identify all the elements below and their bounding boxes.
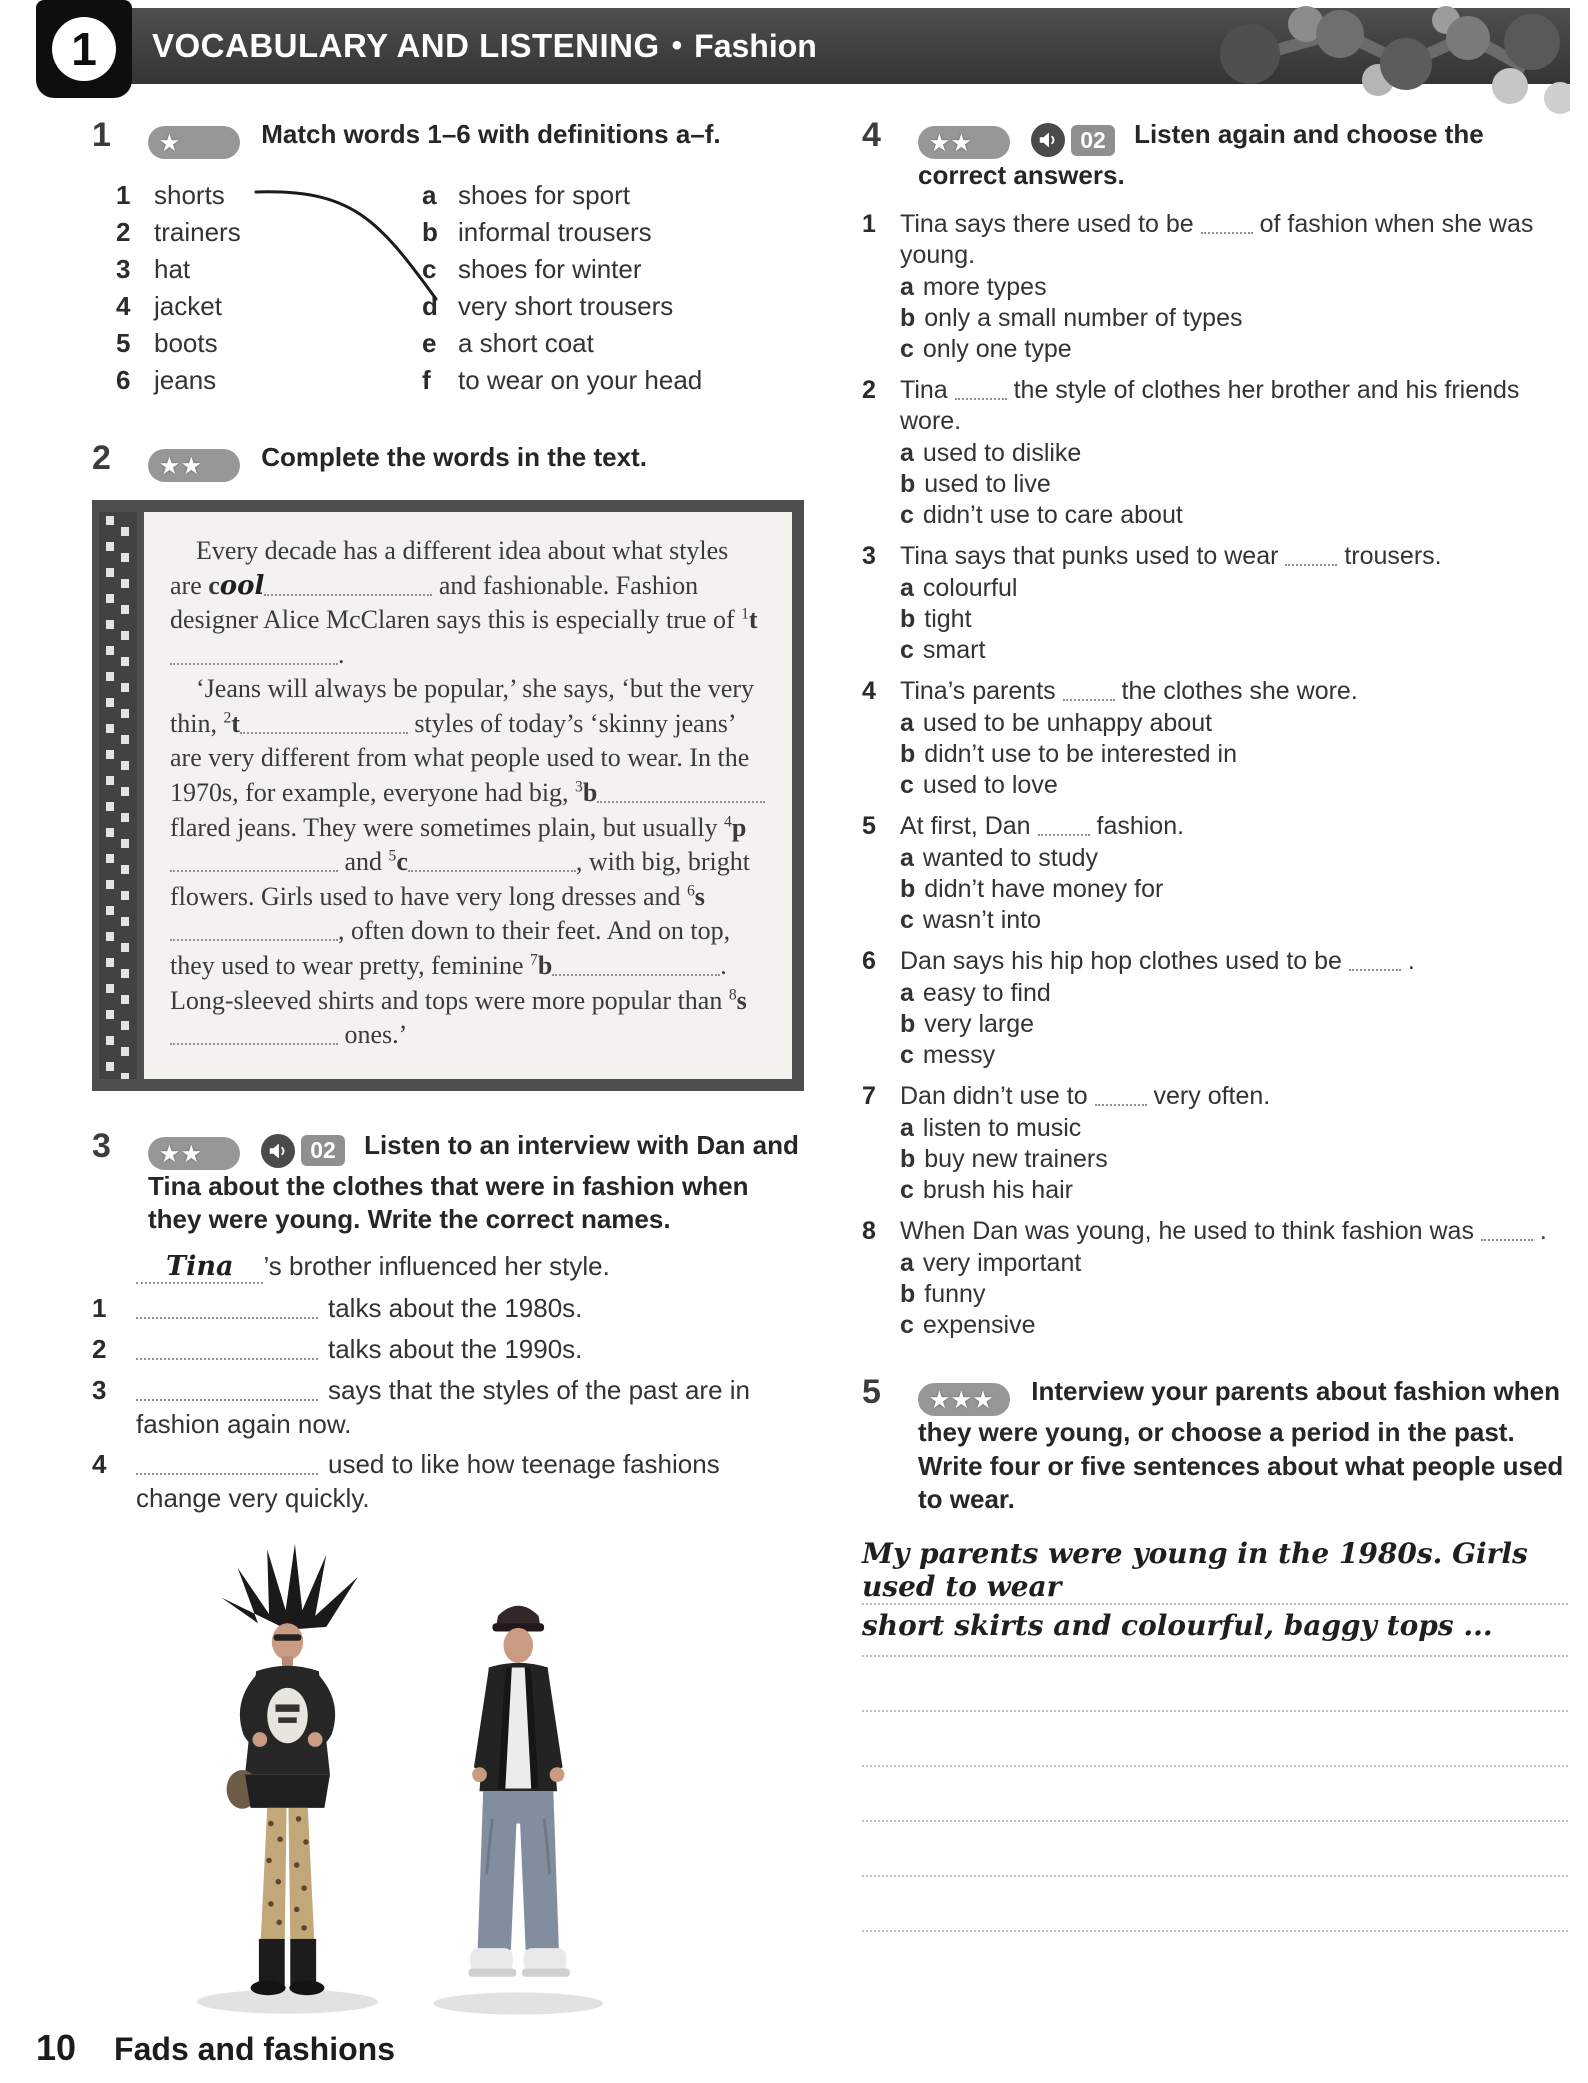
word-text: jacket <box>154 291 222 321</box>
exercise-number: 4 <box>862 116 881 154</box>
question <box>862 209 1568 365</box>
exercise-title: Listen again and choose the correct answers. <box>918 119 1484 190</box>
question-number: 2 <box>862 375 876 404</box>
option-letter: c <box>900 905 914 934</box>
example-text: ’s brother influenced her style. <box>263 1251 610 1282</box>
option-letter: b <box>900 1009 916 1038</box>
definition-letter: c <box>422 254 437 284</box>
gap-starting-letter: s <box>694 881 705 911</box>
match-definition-item <box>422 251 752 288</box>
answer-option[interactable]: a used to be unhappy about <box>900 708 1213 737</box>
gap-starting-letter: c <box>396 847 408 877</box>
question <box>862 375 1568 531</box>
option-letter: a <box>900 573 914 602</box>
item-number: 2 <box>92 1334 107 1365</box>
definition-text: shoes for winter <box>458 254 642 284</box>
match-definition-item <box>422 177 752 214</box>
ex3-items <box>92 1292 804 1516</box>
answer-option[interactable]: a colourful <box>900 573 1018 602</box>
question-text: Tina the style of clothes her brother and his friends wore. <box>900 375 1520 435</box>
name-blank[interactable] <box>136 1379 318 1401</box>
option-letter: a <box>900 1248 914 1277</box>
gap-number: 6 <box>687 882 695 900</box>
exercise-3-header <box>92 1126 804 1238</box>
ex2-notebook-box <box>92 500 804 1091</box>
match-definition-item <box>422 288 752 325</box>
star-icon: ★★ <box>930 132 974 155</box>
option-letter: a <box>900 438 914 467</box>
difficulty-badge <box>918 126 1010 159</box>
definition-letter: a <box>422 180 437 210</box>
answer-gap[interactable] <box>240 712 408 734</box>
answer-option[interactable]: a easy to find <box>900 978 1051 1007</box>
page-header <box>118 8 1570 84</box>
question <box>862 1216 1568 1341</box>
decorative-molecule-dots <box>1210 2 1570 132</box>
gap-number: 7 <box>530 951 538 969</box>
option-letter: b <box>900 604 916 633</box>
word-text: hat <box>154 254 191 284</box>
option-letter: c <box>900 1175 914 1204</box>
question-number: 8 <box>862 1216 876 1245</box>
exercise-title: Match words 1–6 with definitions a–f. <box>261 119 721 149</box>
exercise-4 <box>862 118 1568 1341</box>
option-letter: c <box>900 1040 914 1069</box>
option-letter: a <box>900 708 914 737</box>
handwritten-line <box>862 1533 1568 1605</box>
answer-gap[interactable] <box>170 919 338 941</box>
item-number: 1 <box>92 1293 107 1324</box>
option-letter: b <box>900 303 916 332</box>
answer-gap[interactable] <box>1285 544 1337 566</box>
gap-number: 8 <box>728 985 737 1003</box>
exercise-3 <box>92 1126 804 1516</box>
option-letter: b <box>900 1144 916 1173</box>
answer-gap[interactable] <box>1349 949 1401 971</box>
gap-starting-letter: t <box>231 708 240 738</box>
ex5-example <box>862 1533 1568 1657</box>
answer-option[interactable]: b didn’t have money for <box>900 874 1164 903</box>
answer-option[interactable]: b didn’t use to be interested in <box>900 739 1237 768</box>
option-letter: b <box>900 874 916 903</box>
star-icon: ★★★ <box>930 1388 996 1412</box>
name-blank[interactable] <box>136 1338 318 1360</box>
exercise-number: 1 <box>92 116 111 154</box>
write-name-item: 4 used to like how teenage fashions change very quickly. <box>92 1449 720 1514</box>
answer-option[interactable]: b funny <box>900 1279 986 1308</box>
question-number: 6 <box>862 946 876 975</box>
answer-option[interactable]: c wasn’t into <box>900 905 1042 934</box>
speaker-icon <box>1031 123 1065 157</box>
answer-gap[interactable] <box>170 850 338 872</box>
question <box>862 811 1568 936</box>
option-letter: c <box>900 334 914 363</box>
definition-letter: d <box>422 291 438 321</box>
gap-starting-letter: p <box>731 812 747 842</box>
difficulty-badge <box>148 1137 240 1170</box>
match-definition-item <box>422 362 752 399</box>
answer-gap[interactable] <box>597 781 765 803</box>
page-footer <box>36 2027 395 2069</box>
question-number: 1 <box>862 209 876 238</box>
exercise-2 <box>92 441 804 1091</box>
header-separator: • <box>671 29 683 62</box>
star-icon: ★ <box>160 132 182 155</box>
question-number: 7 <box>862 1081 876 1110</box>
handwritten-answer: ool <box>219 570 265 601</box>
word-text: boots <box>154 328 218 358</box>
gap-starting-letter: c <box>208 570 220 600</box>
ex1-match-area <box>116 177 804 399</box>
write-name-item: 3 says that the styles of the past are in fashion again now. <box>92 1374 751 1439</box>
answer-gap[interactable] <box>264 574 432 596</box>
match-definition-item <box>422 325 752 362</box>
answer-option[interactable]: b only a small number of types <box>900 303 1243 332</box>
answer-option[interactable]: b very large <box>900 1009 1035 1038</box>
item-number: 4 <box>92 1449 107 1480</box>
answer-option[interactable]: c only one type <box>900 334 1072 363</box>
option-letter: b <box>900 739 916 768</box>
question-text: Dan didn’t use to very often. <box>900 1081 1271 1110</box>
handwritten-example-text: short skirts and colourful, baggy tops ... <box>862 1609 1493 1643</box>
cloze-paragraph: Every decade has a different idea about what styles are cool and fashionable. Fashion designer Alice McClaren says this is especially true of $^1$t. <box>170 536 758 669</box>
match-word-item <box>116 177 422 214</box>
option-letter: a <box>900 843 914 872</box>
audio-track-number: 02 <box>1071 125 1115 156</box>
definition-text: to wear on your head <box>458 365 703 395</box>
word-text: trainers <box>154 217 241 247</box>
answer-option[interactable]: b used to live <box>900 469 1051 498</box>
gap-starting-letter: t <box>748 605 758 635</box>
exercise-1 <box>92 118 804 399</box>
speaker-icon <box>261 1134 295 1168</box>
option-letter: c <box>900 770 914 799</box>
option-letter: c <box>900 500 914 529</box>
exercise-title: Complete the words in the text. <box>261 442 647 472</box>
answer-gap[interactable] <box>408 850 576 872</box>
difficulty-badge <box>148 126 240 159</box>
exercise-5 <box>862 1372 1568 1932</box>
spiral-binding <box>99 512 137 1079</box>
exercise-2-header <box>92 441 804 482</box>
answer-gap[interactable] <box>1481 1219 1533 1241</box>
match-word-item <box>116 325 422 362</box>
word-number: 1 <box>116 180 131 210</box>
page-number: 10 <box>36 2027 77 2068</box>
match-definition-item <box>422 214 752 251</box>
write-name-item: 2 talks about the 1990s. <box>92 1333 804 1367</box>
writing-line[interactable] <box>862 1822 1568 1877</box>
right-column <box>862 118 1568 1932</box>
option-letter: b <box>900 469 916 498</box>
question <box>862 946 1568 1071</box>
writing-line[interactable] <box>862 1657 1568 1712</box>
option-letter: a <box>900 978 914 1007</box>
word-number: 5 <box>116 328 131 358</box>
word-text: jeans <box>154 365 217 395</box>
ex5-writing-lines <box>862 1657 1568 1932</box>
exercise-title: Interview your parents about fashion when they were young, or choose a period in the past. Write four or five sentences about what people used to wear. <box>918 1375 1564 1515</box>
answer-gap[interactable] <box>170 643 338 665</box>
answer-option[interactable]: c didn’t use to care about <box>900 500 1183 529</box>
answer-option[interactable]: b buy new trainers <box>900 1144 1108 1173</box>
definition-letter: e <box>422 328 437 358</box>
audio-track-number: 02 <box>301 1135 345 1166</box>
answer-option[interactable]: c messy <box>900 1040 996 1069</box>
question-text: Tina says there used to be of fashion when she was young. <box>900 209 1534 269</box>
writing-line[interactable] <box>862 1767 1568 1822</box>
answer-gap[interactable] <box>955 378 1007 400</box>
option-letter: b <box>900 1279 916 1308</box>
answer-gap[interactable] <box>170 1023 338 1045</box>
match-word-item <box>116 214 422 251</box>
left-column <box>92 118 804 2022</box>
answer-option[interactable]: c used to love <box>900 770 1058 799</box>
gap-number: 4 <box>724 812 732 830</box>
unit-number-box <box>36 0 132 98</box>
answer-gap[interactable] <box>1063 679 1115 701</box>
example-answer: Tina <box>136 1251 263 1284</box>
option-letter: a <box>900 272 914 301</box>
question-number: 3 <box>862 541 876 570</box>
exercise-number: 3 <box>92 1126 111 1165</box>
answer-option[interactable]: a more types <box>900 272 1047 301</box>
answer-option[interactable]: a wanted to study <box>900 843 1099 872</box>
star-icon: ★★ <box>160 455 204 478</box>
item-number: 3 <box>92 1374 107 1405</box>
word-number: 2 <box>116 217 131 247</box>
gap-number: 1 <box>741 605 749 623</box>
answer-option[interactable]: c smart <box>900 635 986 664</box>
word-number: 3 <box>116 254 131 284</box>
unit-number: 1 <box>52 17 116 81</box>
punk-and-hiphop-figures <box>120 1542 695 2022</box>
answer-gap[interactable] <box>1038 814 1090 836</box>
gap-starting-letter: b <box>537 950 553 980</box>
gap-starting-letter: b <box>582 778 598 808</box>
answer-option[interactable]: a listen to music <box>900 1113 1082 1142</box>
question-text: When Dan was young, he used to think fashion was . <box>900 1216 1547 1245</box>
star-icon: ★★ <box>160 1142 204 1166</box>
ex1-words <box>116 177 422 399</box>
header-title: VOCABULARY AND LISTENING <box>152 27 660 64</box>
answer-option[interactable]: c brush his hair <box>900 1175 1073 1204</box>
exercise-title: Listen to an interview with Dan and Tina about the clothes that were in fashion when they were young. Write the correct names. <box>148 1129 799 1235</box>
exercise-number: 5 <box>862 1372 881 1411</box>
answer-option[interactable]: c expensive <box>900 1310 1036 1339</box>
definition-letter: b <box>422 217 438 247</box>
write-name-item: 1 talks about the 1980s. <box>92 1292 804 1326</box>
question <box>862 676 1568 801</box>
ex3-example-line <box>136 1251 804 1284</box>
option-letter: c <box>900 635 914 664</box>
question-text: Tina says that punks used to wear trousers. <box>900 541 1442 570</box>
fashion-photo-illustration <box>120 1542 695 2022</box>
answer-gap[interactable] <box>552 954 720 976</box>
exercise-number: 2 <box>92 439 111 477</box>
handwritten-example-text: My parents were young in the 1980s. Girls used to wear <box>862 1537 1528 1604</box>
writing-line[interactable] <box>862 1712 1568 1767</box>
word-text: shorts <box>154 180 225 210</box>
audio-chip[interactable] <box>261 1134 345 1168</box>
exercise-5-header <box>862 1372 1568 1517</box>
ex2-cloze-text <box>144 512 792 1079</box>
writing-line[interactable] <box>862 1877 1568 1932</box>
difficulty-badge <box>918 1383 1010 1416</box>
ex4-questions <box>862 209 1568 1341</box>
answer-gap[interactable] <box>1095 1084 1147 1106</box>
ex1-definitions <box>422 177 752 399</box>
option-letter: c <box>900 1310 914 1339</box>
question-text: At first, Dan fashion. <box>900 811 1185 840</box>
gap-number: 3 <box>575 778 583 796</box>
definition-text: informal trousers <box>458 217 652 247</box>
question-text: Dan says his hip hop clothes used to be . <box>900 946 1415 975</box>
answer-option[interactable]: a used to dislike <box>900 438 1082 467</box>
answer-option[interactable]: b tight <box>900 604 972 633</box>
match-word-item <box>116 362 422 399</box>
match-word-item <box>116 251 422 288</box>
match-word-item <box>116 288 422 325</box>
question <box>862 541 1568 666</box>
name-blank[interactable] <box>136 1453 318 1475</box>
name-blank[interactable] <box>136 1297 318 1319</box>
option-letter: a <box>900 1113 914 1142</box>
question-number: 4 <box>862 676 876 705</box>
word-number: 6 <box>116 365 131 395</box>
audio-chip[interactable] <box>1031 123 1115 157</box>
definition-letter: f <box>422 365 431 395</box>
header-topic: Fashion <box>694 27 817 64</box>
definition-text: shoes for sport <box>458 180 630 210</box>
cloze-paragraph: ‘Jeans will always be popular,’ she says, ‘but the very thin, $^2$t styles of today’s ‘skinny jeans’ are very different from what people used to wear. In the 1970s, for example, everyone had big, $^3$b flared jeans. They were sometimes plain, but usually $^4$p and $^5$c , with big, bright flowers. Girls used to have very long dresses and $^6$s, often down to their feet. And on top, they used to wear pretty, feminine $^7$b . Long-sleeved shirts and tops were more popular than $^8$s ones.’ <box>170 672 766 1052</box>
question-text: Tina’s parents the clothes she wore. <box>900 676 1358 705</box>
exercise-1-header <box>92 118 804 159</box>
exercise-4-header <box>862 118 1568 193</box>
definition-text: very short trousers <box>458 291 674 321</box>
answer-option[interactable]: a very important <box>900 1248 1082 1277</box>
gap-number: 2 <box>223 709 232 727</box>
difficulty-badge <box>148 449 240 482</box>
answer-gap[interactable] <box>1201 212 1253 234</box>
handwritten-line <box>862 1605 1568 1657</box>
gap-number: 5 <box>388 847 397 865</box>
footer-section-title: Fads and fashions <box>114 2031 395 2067</box>
word-number: 4 <box>116 291 131 321</box>
question <box>862 1081 1568 1206</box>
gap-starting-letter: s <box>736 985 747 1015</box>
question-number: 5 <box>862 811 876 840</box>
definition-text: a short coat <box>458 328 594 358</box>
